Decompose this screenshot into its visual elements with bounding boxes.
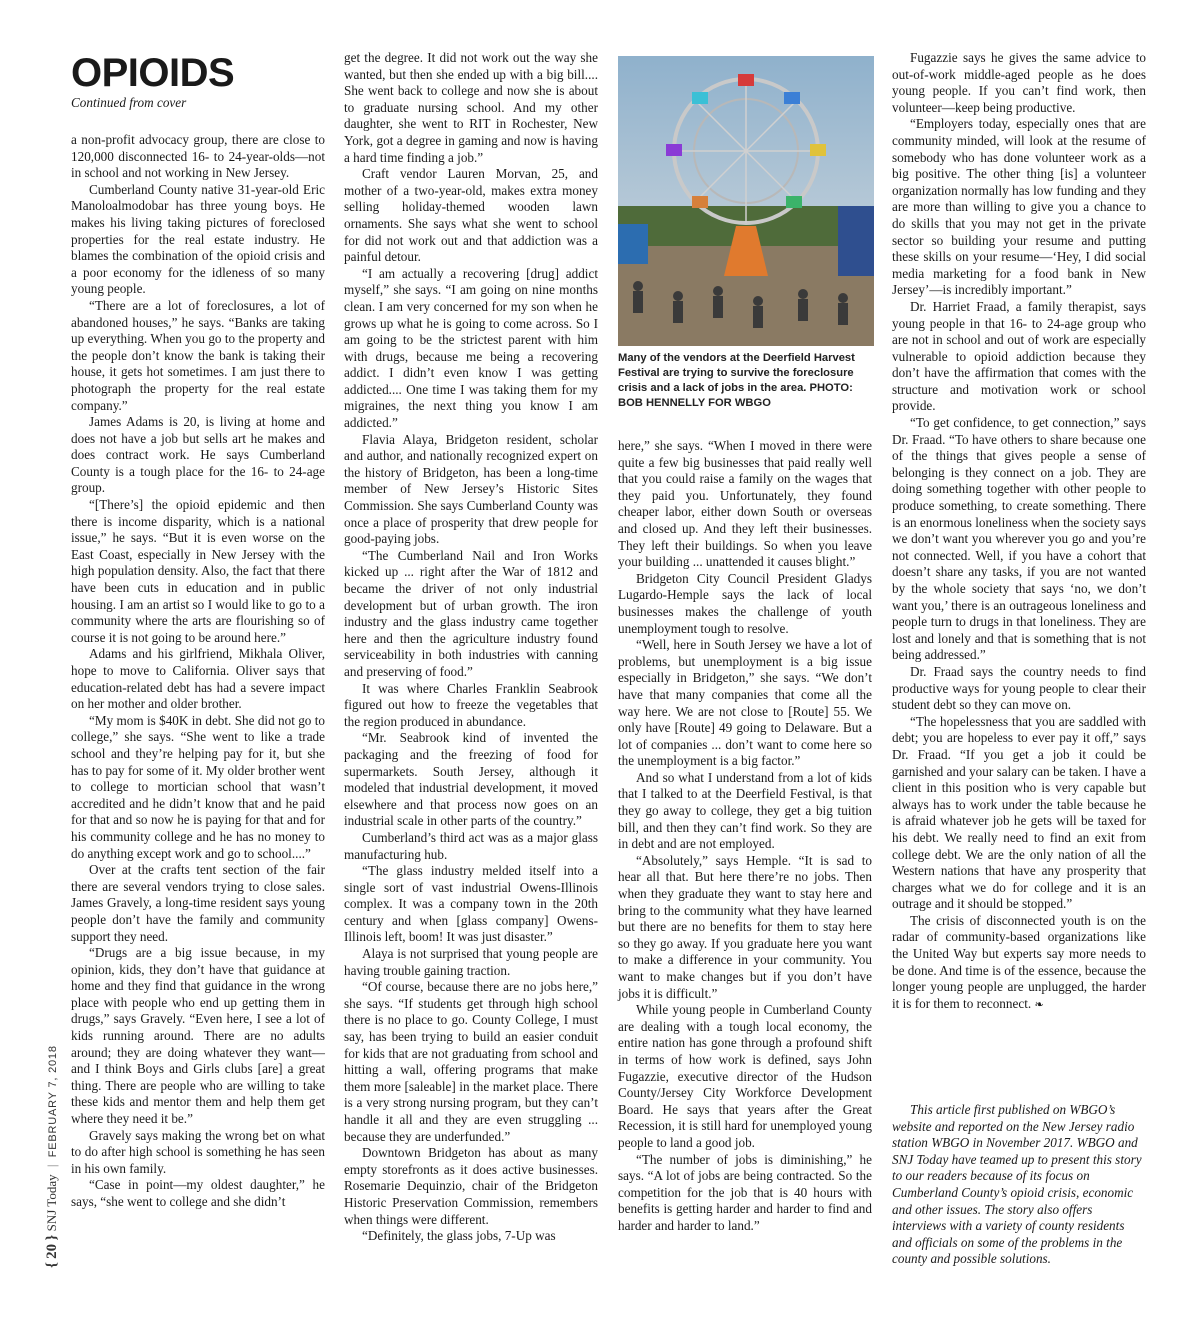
paragraph: “[There’s] the opioid epidemic and then there is income disparity, which is a national issue,” he says. “But it is even worse on the East Coast, especially in New Jersey with the high population density. Also, the fact that there have been cuts in education and in public housing. I am an artist so I would like to go to a community where the arts are flourishing so of course it is not going to be around here.” — [71, 497, 325, 645]
paragraph: Cumberland’s third act was as a major glass manufacturing hub. — [344, 829, 598, 862]
paragraph-text: The crisis of disconnected youth is on the radar of community-based organizations like the United Way but experts say more needs to be done. And time is of the essence, because the longer young people are unplugged, the harder it is for them to reconnect. — [892, 912, 1146, 1011]
paragraph: Dr. Fraad says the country needs to find productive ways for young people to clear their student debt so they can move on. — [892, 663, 1146, 713]
paragraph: Over at the crafts tent section of the fair there are several vendors trying to close sales. James Gravely, a long-time resident says young people don’t have the family and community support they need. — [71, 862, 325, 944]
paragraph: here,” she says. “When I moved in there were quite a few big businesses that paid really well that you could raise a family on the wages that they paid you. Unfortunately, they found cheaper labor, either down South or overseas and closed up. And they left their businesses. They left their buildings. So when you leave your building ... unattended it causes blight.” — [618, 438, 872, 570]
column-1 — [71, 132, 325, 1211]
headline: OPIOIDS — [71, 51, 235, 95]
ferris-wheel-illustration — [618, 56, 874, 346]
paragraph: “The number of jobs is diminishing,” he says. “A lot of jobs are being contracted. So the competition for the job that is 40 hours with benefits is getting harder and harder to find and harder and harder to land.” — [618, 1151, 872, 1233]
column-4 — [892, 50, 1146, 1013]
page-number-bracket-open: { — [44, 1262, 60, 1268]
paragraph: “My mom is $40K in debt. She did not go to college,” she says. “She went to like a trade school and they’re helping pay for it, but she has to pay for some of it. My older brother went to college to mortician school that wasn’t accredited and he didn’t know that and he paid for that and so now he is paying for that and for his community college and he has no money to do anything except work and go to school....” — [71, 712, 325, 861]
paragraph: Alaya is not surprised that young people are having trouble gaining traction. — [344, 946, 598, 978]
paragraph: “The glass industry melded itself into a single sort of vast industrial Owens-Illinois complex. It was a company town in the 20th century and when [glass company] Owens-Illinois left, boom! It was just disaster.” — [344, 863, 598, 945]
paragraph: “Of course, because there are no jobs here,” she says. “If students get through high school there is no place to go. County College, I must say, has been trying to build an easier conduit for kids that are not graduating from school and hitting a wall, offering programs that make them more [saleable] in the market place. There is a very strong nursing program, but they can’t handle it all and they are even struggling ... because they are underfunded.” — [344, 979, 598, 1144]
paragraph: Fugazzie says he gives the same advice to out-of-work middle-aged people as he does young people. If you can’t find work, then volunteer—keep being productive. — [892, 50, 1146, 115]
paragraph: get the degree. It did not work out the way she wanted, but then she ended up with a big bill.... She went back to college and now she is about to graduate nursing school. And my other daughter, she went to RIT in Rochester, New York, got a degree in gaming and now is having a hard time finding a job.” — [344, 50, 598, 165]
paragraph: James Adams is 20, is living at home and does not have a job but sells art he makes and does contract work. He says Cumberland County is a tough place for the 16- to 24-age group. — [71, 414, 325, 496]
paragraph — [892, 913, 1146, 1014]
paragraph: “Well, here in South Jersey we have a lot of problems, but unemployment is a big issue especially in Bridgeton,” she says. “We don’t have that many companies that come all the way here. We are not close to [Route] 55. We only have [Route] 49 going to Delaware. But a lot of companies ... don’t want to come here so the unemployment is a big factor.” — [618, 637, 872, 769]
paragraph: a non-profit advocacy group, there are close to 120,000 disconnected 16- to 24-year-olds—not in school and not working in New Jersey. — [71, 132, 325, 181]
paragraph: “The hopelessness that you are saddled with debt; you are hopeless to ever pay it off,” says Dr. Fraad. “If you get a job it could be garnished and your salary can be taken. I have a client in this position who is very capable but always has to work under the table because he is afraid whatever job he gets will be taxed for his debt. We really need to find an exit from college debt. We are the only nation of all the Western nations that have any prosperity that charges what we do for college and it is an outrage and it should be stopped.” — [892, 713, 1146, 912]
photo-caption: Many of the vendors at the Deerfield Harvest Festival are trying to survive the foreclosure crisis and a lack of jobs in the area. PHOTO: BOB HENNELLY FOR WBGO — [618, 352, 855, 409]
paragraph: And so what I understand from a lot of kids that I talked to at the Deerfield Festival, is that they go away to college, they get a big tuition bill, and then they can’t find work. So they are in debt and are not employed. — [618, 769, 872, 852]
paragraph: Cumberland County native 31-year-old Eric Manoloalmodobar has three young boys. He makes his living taking pictures of foreclosed properties for the real estate industry. He blames the combination of the opioid crisis and a poor economy for the idleness of so many young people. — [71, 181, 325, 297]
paragraph: It was where Charles Franklin Seabrook figured out how to freeze the vegetables that the region produced in abundance. — [344, 680, 598, 729]
paragraph: Flavia Alaya, Bridgeton resident, scholar and author, and nationally recognized expert on the history of Bridgeton, has been a long-time member of New Jersey’s Historic Sites Commission. She says Cumberland County was once a place of prosperity that drew people for good-paying jobs. — [344, 431, 598, 547]
paragraph: Bridgeton City Council President Gladys Lugardo-Hemple says the lack of local businesses makes the challenge of youth unemployment tough to resolve. — [618, 570, 872, 636]
end-mark-icon: ❧ — [1034, 998, 1044, 1011]
paragraph: While young people in Cumberland County are dealing with a tough local economy, the entire nation has gone through a profound shift in terms of how work is defined, says John Fugazzie, executive director of the Hudson County/Jersey City Workforce Development Board. He says that years after the Great Recession, it is still hard for unemployed young people to land a good job. — [618, 1002, 872, 1150]
paragraph: “Employers today, especially ones that are community minded, will look at the resume of somebody who has done volunteer work as a big positive. The other thing [is] a volunteer organization normally has low funding and they are more than willing to give you a chance to do skills that you may not get in the private sector so building your resume and putting these skills on your resume—‘Hey, I did social media marketing for a food bank in New Jersey’—is incredibly important.” — [892, 116, 1146, 298]
paragraph: “To get confidence, to get connection,” says Dr. Fraad. “To have others to share because one of the things that gives people a sense of belonging is they connect on a job. They are doing something together with other people to produce something, to create something. There is an enormous loneliness when the society says we don’t want you wherever you go and you’re not connected. Well, if you have a cohort that doesn’t share any tasks, if you are not wanted by the whole society that says ‘no, we don’t want you,’ there is an outrageous loneliness and people turn to drugs in that loneliness. They are lost and lonely and that is something that is not being addressed.” — [892, 415, 1146, 663]
paragraph: Downtown Bridgeton has about as many empty storefronts as it does active businesses. Rosemarie Dequinzio, chair of the Bridgeton Historic Preservation Commission, remembers when things were different. — [344, 1145, 598, 1227]
publication-name: SNJ Today — [44, 1174, 59, 1232]
paragraph: Dr. Harriet Fraad, a family therapist, says young people in that 16- to 24-age group who are not in school and out of work are especially vulnerable to opioid addiction because they don’t have the affirmation that comes with the structure and motivation work or school provide. — [892, 298, 1146, 414]
subhead: Continued from cover — [71, 95, 187, 110]
paragraph: “There are a lot of foreclosures, a lot of abandoned houses,” he says. “Banks are taking up everything. When you go to the property and the people don’t know the bank is taking their house, it gets hot sometimes. I am just there to photograph the property for the real estate company.” — [71, 297, 325, 413]
issue-date: FEBRUARY 7, 2018 — [47, 1045, 59, 1158]
article-note: This article first published on WBGO’s website and reported on the New Jersey radio station WBGO in November 2017. WBGO and SNJ Today have teamed up to present this story to our readers because of its focus on Cumberland County’s opioid crisis, economic and other issues. The story also offers interviews with a variety of county residents and officials on some of the problems in the county and possible solutions. — [892, 1102, 1142, 1267]
paragraph: Gravely says making the wrong bet on what to do after high school is something he has seen in his own family. — [71, 1127, 325, 1176]
page-folio — [44, 1045, 61, 1268]
paragraph: “The Cumberland Nail and Iron Works kicked up ... right after the War of 1812 and became the driver of not only industrial development but of urban growth. The iron industry and the glass industry came together here and then the agriculture industry found serviceability in both industries with canning and preserving of food.” — [344, 547, 598, 679]
paragraph: “Definitely, the glass jobs, 7-Up was — [362, 1228, 556, 1244]
paragraph: “Drugs are a big issue because, in my opinion, kids, they don’t have that guidance at home and they find that guidance in the wrong place with people who end up getting them in drugs,” says Gravely. “Even here, I see a lot of kids running around. There are no adults around; they are doing whatever they want—and I think Boys and Girls clubs [are] a great thing. There are people who are willing to take these kids and mentor them and help them get where they need it be.” — [71, 945, 325, 1127]
paragraph: Adams and his girlfriend, Mikhala Oliver, hope to move to California. Oliver says that education-related debt has had a severe impact on her mother and older brother. — [71, 646, 325, 712]
column-2 — [344, 50, 598, 1245]
paragraph: Craft vendor Lauren Morvan, 25, and mother of a two-year-old, makes extra money selling holiday-themed wooden lawn ornaments. She says what she went to school for did not work out and that addiction was a painful detour. — [344, 166, 598, 265]
page-number: 20 — [44, 1243, 60, 1259]
paragraph: “Absolutely,” says Hemple. “It is sad to hear all that. But here there’re no jobs. Then when they graduate they want to stay here and bring to the community what they have learned but there are no benefits for them to stay here so they go away. If you graduate here you want to make a difference in your community. You want to make changes but if you don’t have jobs it is difficult.” — [618, 852, 872, 1001]
festival-photo — [618, 56, 874, 346]
folio-separator: | — [44, 1164, 59, 1168]
column-3 — [618, 438, 872, 1235]
page-number-bracket-close: } — [44, 1234, 60, 1241]
paragraph: “I am actually a recovering [drug] addict myself,” she says. “I am going on nine months clean. I am very concerned for my son when he grows up what he is going to come across. So I am going to be the strictest parent with him with drugs, because me being a recovering addict. I didn’t even know I was getting addicted.... One time I was taking them for my migraines, the next thing you know I am addicted.” — [344, 265, 598, 431]
paragraph: “Mr. Seabrook kind of invented the packaging and the freezing of food for supermarkets. South Jersey, although it modeled that industrial development, it moved elsewhere and that process now goes on an industrial scale in other parts of the country.” — [344, 730, 598, 829]
paragraph: “Case in point—my oldest daughter,” he says, “she went to college and she didn’t — [71, 1177, 325, 1209]
